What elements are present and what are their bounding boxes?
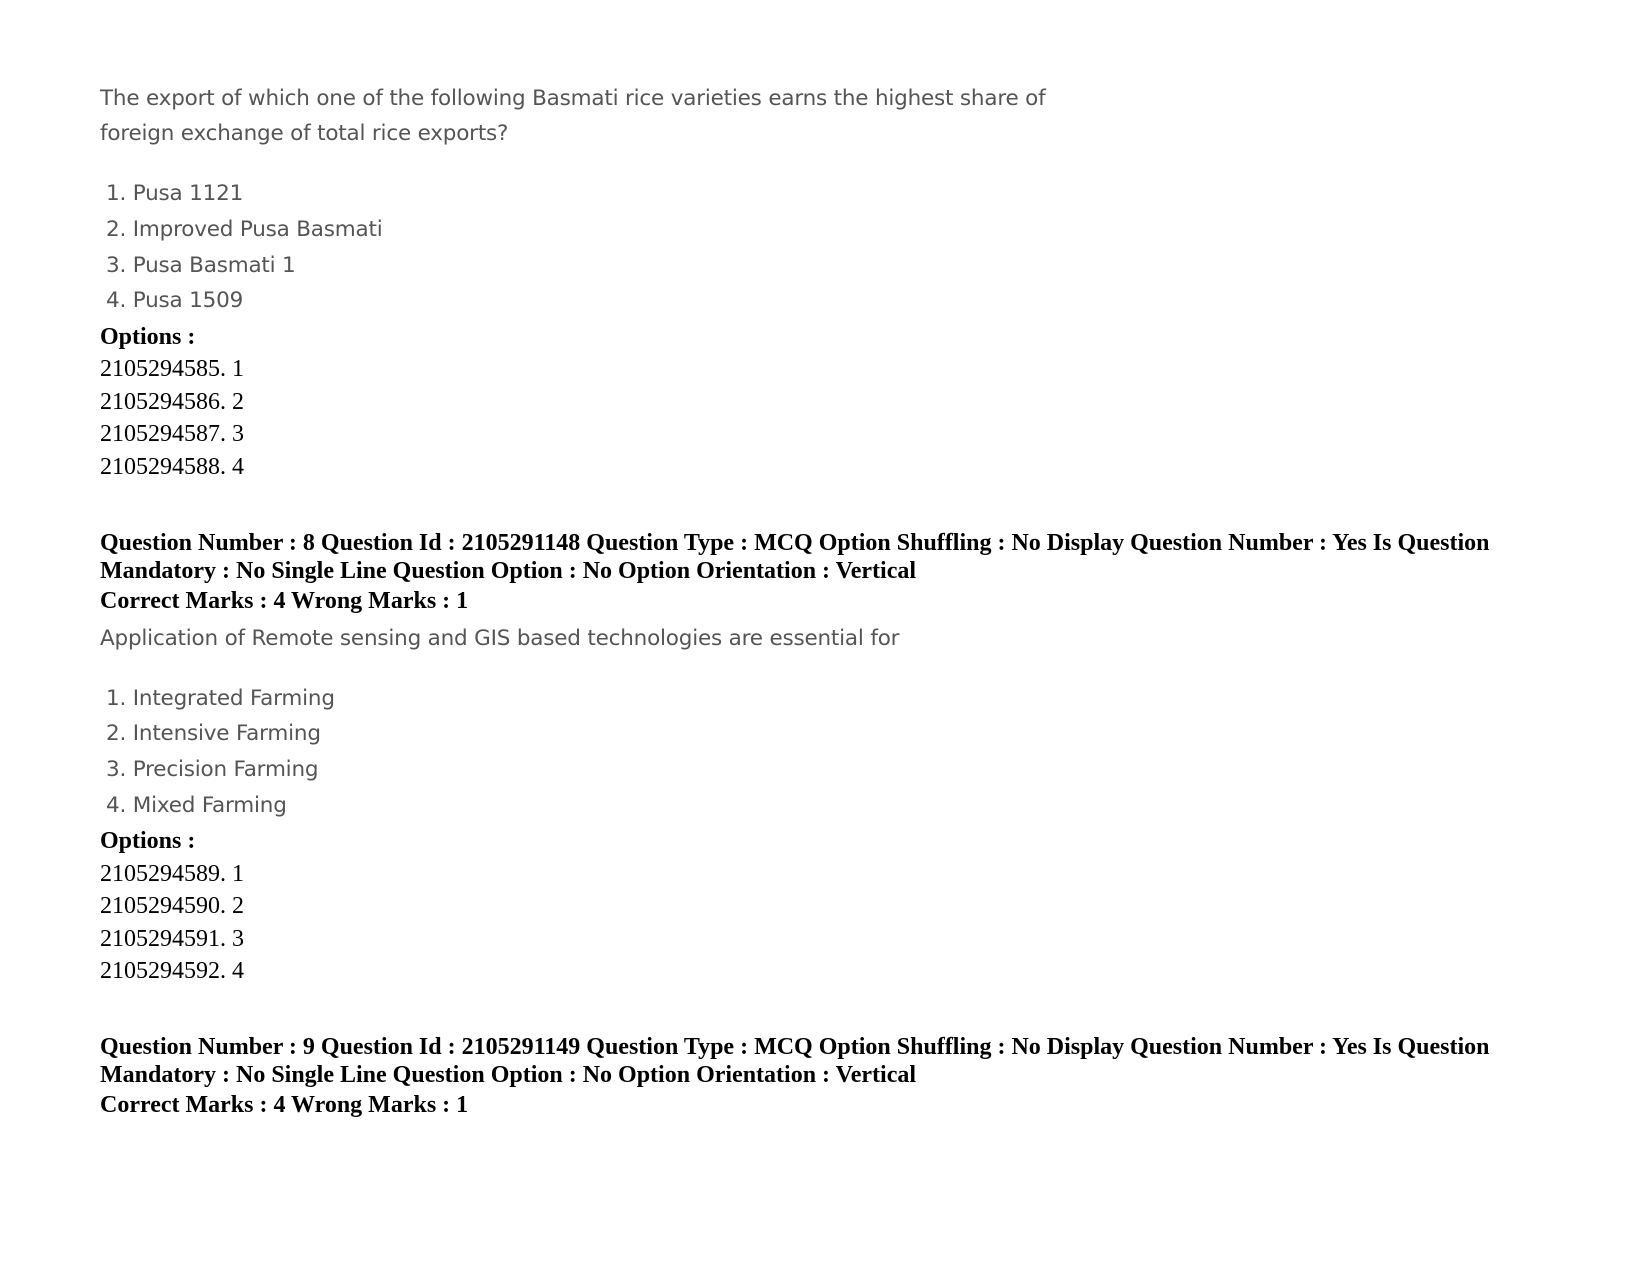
answer-choice: 4. Pusa 1509 (106, 288, 244, 313)
question-text-line: Application of Remote sensing and GIS based technologies are essential for (100, 626, 900, 651)
answer-choice: 1. Integrated Farming (106, 686, 335, 711)
answer-choice: 2. Intensive Farming (106, 721, 321, 746)
answer-choice: 1. Pusa 1121 (106, 181, 244, 206)
answer-choice: 3. Precision Farming (106, 757, 319, 782)
option-id: 2105294589. 1 (100, 861, 244, 887)
answer-choice: 3. Pusa Basmati 1 (106, 253, 296, 278)
option-id: 2105294586. 2 (100, 389, 244, 415)
option-id: 2105294590. 2 (100, 893, 244, 919)
question-marks: Correct Marks : 4 Wrong Marks : 1 (100, 588, 469, 614)
question-meta: Question Number : 9 Question Id : 2105291149 Question Type : MCQ Option Shuffling : No Display Question Number : Yes Is Question Mandatory : No Single Line Question Option : No Option Orientation : Vertical (100, 1034, 1490, 1088)
option-id: 2105294587. 3 (100, 421, 244, 447)
options-label: Options : (100, 324, 196, 350)
options-label: Options : (100, 828, 196, 854)
option-id: 2105294588. 4 (100, 454, 244, 480)
answer-choice: 2. Improved Pusa Basmati (106, 217, 383, 242)
option-id: 2105294591. 3 (100, 926, 244, 952)
question-marks: Correct Marks : 4 Wrong Marks : 1 (100, 1092, 469, 1118)
answer-choice: 4. Mixed Farming (106, 793, 287, 818)
question-text-line: The export of which one of the following Basmati rice varieties earns the highest share of (100, 86, 1046, 111)
question-text-line: foreign exchange of total rice exports? (100, 121, 509, 146)
option-id: 2105294592. 4 (100, 958, 244, 984)
question-meta: Question Number : 8 Question Id : 2105291148 Question Type : MCQ Option Shuffling : No Display Question Number : Yes Is Question Mandatory : No Single Line Question Option : No Option Orientation : Vertical (100, 530, 1490, 584)
option-id: 2105294585. 1 (100, 356, 244, 382)
